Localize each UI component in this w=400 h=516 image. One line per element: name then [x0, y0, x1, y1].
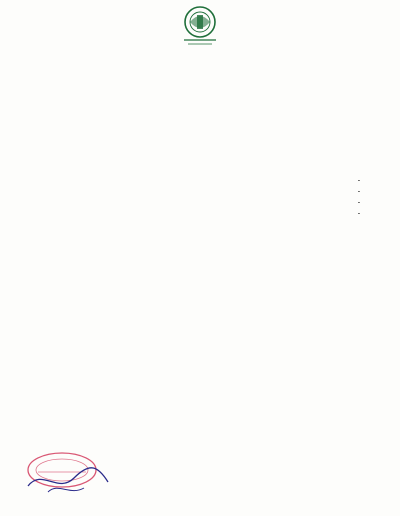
schedule-item [16, 187, 360, 198]
body-paragraph [16, 223, 384, 233]
bullet-icon: - [357, 178, 360, 184]
schedule-item [16, 198, 360, 209]
bullet-icon: - [357, 211, 360, 217]
body-paragraph [16, 249, 384, 259]
header-arabic-line [248, 23, 396, 28]
header-french-line [4, 33, 154, 38]
stamp-and-signature-icon [18, 448, 114, 498]
header-french-block [4, 1, 154, 39]
bullet-icon: - [357, 189, 360, 195]
body-paragraph [16, 124, 384, 134]
body-paragraph [16, 163, 384, 173]
bullet-icon: - [357, 200, 360, 206]
body-paragraph [16, 137, 384, 147]
attachments-line [16, 498, 384, 504]
body-paragraph [16, 150, 384, 160]
letter-body [16, 124, 384, 262]
header-arabic-block [248, 1, 396, 28]
schedule-list [16, 176, 360, 220]
schedule-item [16, 209, 360, 220]
schedule-item [16, 176, 360, 187]
university-logo-icon [176, 2, 224, 48]
body-paragraph [16, 236, 384, 246]
